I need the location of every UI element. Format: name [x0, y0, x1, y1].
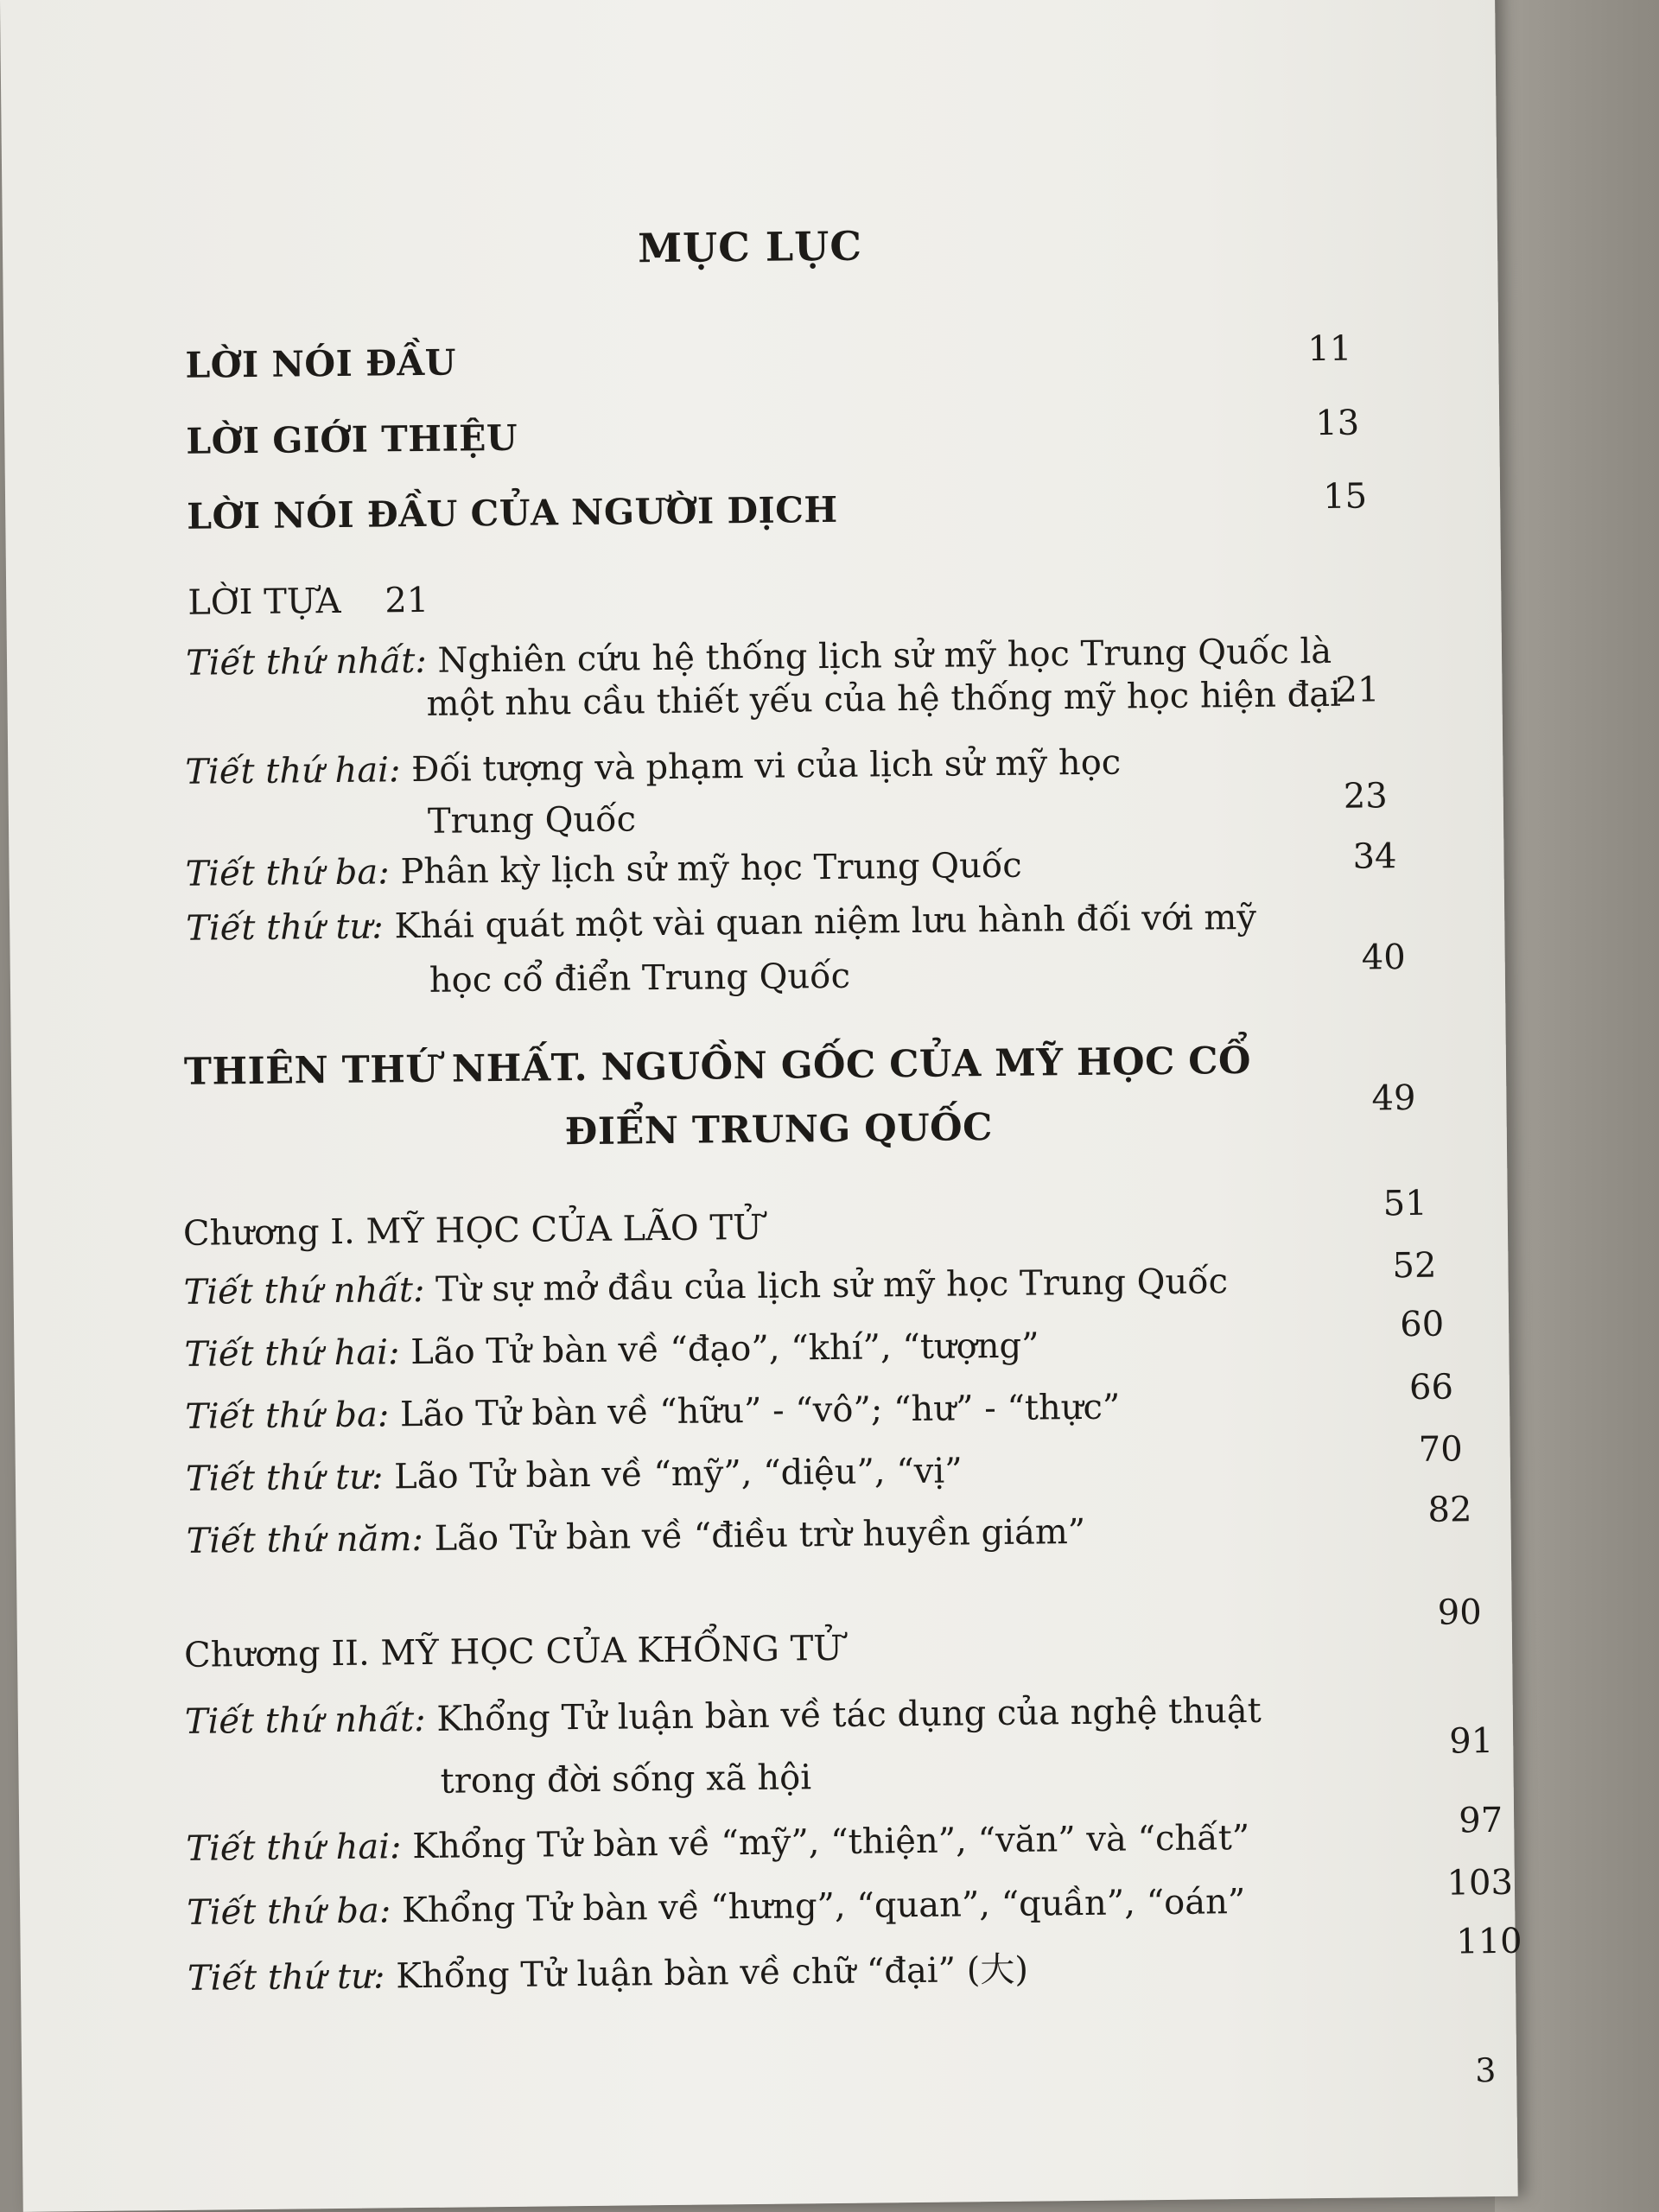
- section-label: Tiết thứ ba:: [184, 1395, 390, 1437]
- toc-page-number: 91: [1449, 1721, 1494, 1762]
- toc-section: [183, 1262, 1229, 1313]
- toc-section: [184, 1690, 1262, 1742]
- chapter-heading: Chương I. MỸ HỌC CỦA LÃO TỬ: [182, 1207, 763, 1254]
- toc-section: [184, 1387, 1121, 1437]
- toc-page-number: 34: [1352, 836, 1397, 877]
- chapter-heading: Chương II. MỸ HỌC CỦA KHỔNG TỬ: [183, 1628, 843, 1675]
- section-title: Từ sự mở đầu của lịch sử mỹ học Trung Quốc: [435, 1262, 1229, 1310]
- toc-page-number: 60: [1399, 1304, 1445, 1345]
- toc-page-number: 66: [1408, 1367, 1454, 1408]
- section-title-line2: Trung Quốc: [427, 799, 637, 842]
- section-label: Tiết thứ hai:: [185, 750, 401, 792]
- section-title: Khái quát một vài quan niệm lưu hành đối với mỹ: [394, 897, 1257, 947]
- section-title: Đối tượng và phạm vi của lịch sử mỹ học: [410, 742, 1122, 791]
- toc-page-number: 82: [1427, 1490, 1472, 1530]
- toc-page-number: 49: [1371, 1077, 1416, 1119]
- section-title: Phân kỳ lịch sử mỹ học Trung Quốc: [400, 845, 1022, 893]
- toc-page-number: 21: [385, 580, 429, 621]
- section-title: Khổng Tử bàn về “mỹ”, “thiện”, “văn” và “chất”: [411, 1817, 1250, 1867]
- section-label: Tiết thứ nhất:: [183, 1269, 425, 1313]
- section-label: Tiết thứ năm:: [186, 1518, 424, 1561]
- toc-page-number: 52: [1392, 1245, 1437, 1287]
- toc-page-number: 51: [1382, 1183, 1427, 1224]
- section-title: Lão Tử bàn về “điều trừ huyền giám”: [434, 1511, 1086, 1559]
- toc-section: [185, 631, 1332, 683]
- section-title: Khổng Tử luận bàn về chữ “đại” (大): [395, 1949, 1029, 1997]
- toc-page-number: 90: [1437, 1592, 1482, 1633]
- toc-section: [186, 1817, 1250, 1869]
- toc-page-number: 103: [1446, 1862, 1514, 1904]
- toc-entry: LỜI NÓI ĐẦU CỦA NGƯỜI DỊCH: [187, 488, 838, 537]
- toc-section: [187, 1949, 1029, 1999]
- section-title: Khổng Tử luận bàn về tác dụng của nghệ thuật: [436, 1690, 1262, 1739]
- toc-page-number: 70: [1418, 1429, 1463, 1470]
- part-heading-line2: ĐIỂN TRUNG QUỐC: [564, 1106, 994, 1154]
- page-edge: [1495, 0, 1659, 2212]
- section-title: Lão Tử bàn về “đạo”, “khí”, “tượng”: [410, 1325, 1039, 1373]
- section-label: Tiết thứ nhất:: [185, 640, 428, 683]
- toc-page-number: 11: [1307, 328, 1352, 370]
- section-title-line2: một nhu cầu thiết yếu của hệ thống mỹ học hiện đại: [426, 674, 1342, 724]
- part-heading: THIÊN THỨ NHẤT. NGUỒN GỐC CỦA MỸ HỌC CỔ: [183, 1039, 1252, 1094]
- section-title: Nghiên cứu hệ thống lịch sử mỹ học Trung Quốc là: [437, 631, 1332, 681]
- toc-section: [185, 845, 1022, 894]
- section-label: Tiết thứ hai:: [184, 1332, 400, 1375]
- section-title-line2: học cổ điển Trung Quốc: [429, 956, 851, 1001]
- toc-page-number: 110: [1456, 1921, 1522, 1962]
- toc-page-number: 21: [1335, 670, 1380, 710]
- toc-section: [186, 1882, 1246, 1933]
- toc-entry-label: LỜI TỰA: [188, 581, 341, 623]
- section-label: Tiết thứ ba:: [185, 852, 390, 894]
- section-label: Tiết thứ tư:: [185, 1457, 384, 1499]
- toc-section: [185, 742, 1122, 792]
- page-title: MỤC LỤC: [637, 222, 863, 272]
- toc-page-number: 13: [1315, 403, 1360, 444]
- section-label: Tiết thứ ba:: [186, 1891, 391, 1933]
- toc-section: [186, 897, 1257, 949]
- toc-page-number: 23: [1343, 776, 1388, 817]
- section-title-line2: trong đời sống xã hội: [440, 1758, 812, 1802]
- toc-page-number: 40: [1361, 938, 1406, 978]
- section-label: Tiết thứ nhất:: [184, 1699, 426, 1742]
- toc-section: [184, 1325, 1039, 1375]
- toc-section: [186, 1511, 1086, 1561]
- section-title: Lão Tử bàn về “mỹ”, “diệu”, “vị”: [393, 1451, 963, 1497]
- section-label: Tiết thứ hai:: [186, 1827, 402, 1869]
- section-label: Tiết thứ tư:: [187, 1956, 385, 1999]
- toc-section: [185, 1451, 963, 1499]
- toc-entry: LỜI GIỚI THIỆU: [186, 416, 518, 462]
- toc-entry-loi-tua: [188, 580, 429, 623]
- toc-page-number: 15: [1322, 476, 1368, 517]
- toc-page-number: 97: [1459, 1800, 1503, 1841]
- page-number: 3: [1474, 2051, 1497, 2090]
- toc-entry: LỜI NÓI ĐẦU: [185, 341, 457, 386]
- section-title: Lão Tử bàn về “hữu” - “vô”; “hư” - “thực”: [399, 1387, 1121, 1435]
- section-title: Khổng Tử bàn về “hưng”, “quan”, “quần”, “oán”: [401, 1882, 1246, 1931]
- section-label: Tiết thứ tư:: [186, 906, 384, 949]
